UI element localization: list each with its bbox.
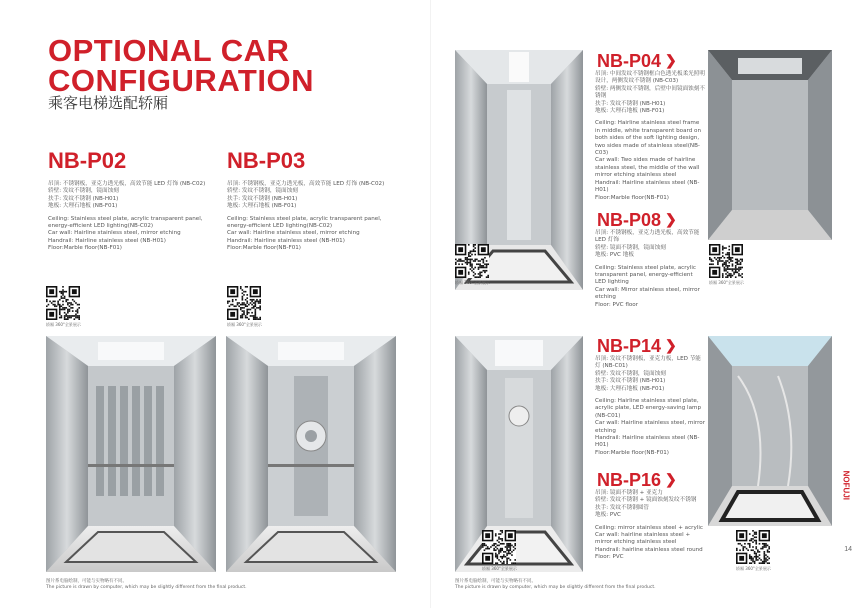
- spec-p04: [595, 71, 705, 202]
- spec-line: Handrail: Hairline stainless steel (NB-H01): [595, 179, 700, 194]
- spec-line: Car wall: Hairline stainless steel, mirror etching: [595, 420, 705, 434]
- spec-line: Car wall: Two sides made of hairline stainless steel, the middle of the wall mirror etching stainless steel: [595, 157, 700, 179]
- spec-line: Ceiling: Hairline stainless steel plate, acrylic plate, LED energy-saving lamp (NB-C01): [595, 398, 702, 419]
- spec-line: Handrail: Hairline stainless steel (NB-H01): [227, 237, 345, 244]
- page-divider: [430, 0, 431, 608]
- spec-line: 轿壁: 发纹不锈钢，镜面蚀刻: [227, 188, 298, 195]
- spec-line: Ceiling: Stainless steel plate, acrylic transparent panel, energy-efficient LED lighting: [595, 264, 696, 286]
- cabin-image-p03: [226, 336, 396, 572]
- brand-logo: NOFUJI: [841, 470, 850, 500]
- footnote-en: The picture is drawn by computer, which may be slightly different from the final product.: [46, 585, 247, 590]
- spec-line: Floor: PVC: [595, 554, 624, 561]
- spec-line: Car wall: Hairline stainless steel, mirror etching: [227, 230, 360, 237]
- spec-line: 地板: 大理石地板 (NB-F01): [595, 385, 665, 392]
- spec-p03: [227, 181, 397, 253]
- spec-p02: [48, 181, 218, 253]
- qr-code-icon: [482, 530, 516, 564]
- model-name: NB-P08: [597, 210, 662, 230]
- spec-line: Ceiling: Stainless steel plate, acrylic transparent panel, energy-efficient LED lighting(NB-C02): [48, 215, 203, 230]
- footnote-left: [46, 579, 247, 591]
- spec-line: 地板: PVC 地板: [595, 252, 634, 259]
- spec-line: 扶手: 发纹不锈钢 (NB-H01): [595, 378, 666, 385]
- qr-code-icon: [709, 244, 743, 278]
- model-name: NB-P04: [597, 51, 662, 71]
- chevron-right-icon: ❯: [665, 211, 677, 227]
- model-title-p04: [597, 51, 677, 72]
- spec-line: Floor: PVC floor: [595, 301, 639, 308]
- spec-line: Car wall: Mirror stainless steel, mirror etching: [595, 286, 700, 301]
- spec-line: 吊顶: 镜面不锈钢 + 亚克力: [595, 490, 663, 496]
- page-subtitle: 乘客电梯选配轿厢: [48, 94, 169, 112]
- qr-caption-p04: 轿厢 360°全景展示: [455, 280, 490, 285]
- model-title-p16: [597, 470, 677, 491]
- footnote-cn: 图片系电脑绘制，可能与实物略有不同。: [46, 579, 127, 584]
- spec-line: 扶手: 发纹不锈钢 (NB-H01): [48, 195, 119, 202]
- spec-line: Ceiling: Stainless steel plate, acrylic transparent panel, energy-efficient LED lighting(NB-C02): [227, 215, 382, 230]
- cabin-image-p16: [708, 336, 832, 526]
- spec-line: Floor:Marble floor(NB-F01): [595, 449, 669, 456]
- qr-code-icon: [46, 286, 80, 320]
- spec-line: 吊顶: 发纹不锈钢板，亚克力板，LED 节能灯 (NB-C01): [595, 356, 701, 370]
- spec-p14: [595, 356, 705, 457]
- spec-line: 轿壁: 发纹不锈钢 + 镜面蚀刻发纹不锈钢: [595, 497, 697, 504]
- qr-code-p08[interactable]: [709, 244, 743, 278]
- spec-line: Floor:Marble floor(NB-F01): [48, 245, 122, 252]
- spec-line: Handrail: Hairline stainless steel (NB-H01): [48, 237, 166, 244]
- spec-line: 扶手: 发纹不锈钢圆管: [595, 504, 650, 511]
- qr-code-icon: [227, 286, 261, 320]
- spec-line: Ceiling: Hairline stainless steel frame in middle, white transparent board on both sides of the soft lighting design, two sides made of stainless steel(NB-C03): [595, 120, 702, 157]
- spec-line: 吊顶: 中间发纹不锈钢框白色透光板柔光照明设计，两侧发纹不锈钢 (NB-C03): [595, 71, 705, 85]
- spec-line: Handrail: Hairline stainless steel (NB-H01): [595, 435, 700, 449]
- qr-code-p14[interactable]: [482, 530, 516, 564]
- spec-line: 地板: 大理石地板 (NB-F01): [227, 203, 297, 210]
- cabin-image-p14: [455, 336, 583, 572]
- page-title: [48, 33, 314, 98]
- qr-code-icon: [455, 244, 489, 278]
- model-title-p02: NB-P02: [48, 148, 127, 173]
- qr-code-p03[interactable]: [227, 286, 261, 320]
- qr-caption-p16: 轿厢 360°全景展示: [736, 566, 771, 571]
- qr-caption-p14: 轿厢 360°全景展示: [482, 566, 517, 571]
- spec-line: Car wall: Hairline stainless steel, mirror etching: [48, 230, 181, 237]
- cabin-image-p08: [708, 50, 832, 240]
- spec-line: 地板: 大理石地板 (NB-F01): [48, 203, 118, 210]
- spec-line: 扶手: 发纹不锈钢 (NB-H01): [227, 195, 298, 202]
- spec-line: 轿壁: 镜面不锈钢，镜面蚀刻: [595, 244, 666, 251]
- cabin-image-p02: [46, 336, 216, 572]
- spec-line: 轿壁: 发纹不锈钢，镜面蚀刻: [595, 370, 666, 377]
- qr-code-icon: [736, 530, 770, 564]
- spec-line: Floor:Marble floor(NB-F01): [595, 194, 669, 201]
- footnote-right: [455, 579, 656, 591]
- model-name: NB-P16: [597, 470, 662, 490]
- footnote-cn: 图片系电脑绘制，可能与实物略有不同。: [455, 579, 536, 584]
- chevron-right-icon: ❯: [665, 337, 677, 353]
- spec-line: Handrail: hairline stainless steel round: [595, 546, 703, 553]
- spec-line: 吊顶: 不锈钢板，亚克力透光板，高效节能 LED 灯饰 (NB-C02): [227, 181, 385, 187]
- qr-code-p02[interactable]: [46, 286, 80, 320]
- qr-code-p04[interactable]: [455, 244, 489, 278]
- spec-line: Car wall: hairline stainless steel + mirror etching stainless steel: [595, 532, 691, 546]
- spec-line: Ceiling: mirror stainless steel + acrylic: [595, 524, 703, 531]
- spec-p08: [595, 230, 705, 309]
- spec-line: 地板: PVC: [595, 512, 621, 519]
- chevron-right-icon: ❯: [665, 52, 677, 68]
- qr-caption-p03: 轿厢 360°全景展示: [227, 322, 262, 327]
- page-number: 14: [844, 546, 852, 553]
- spec-line: 轿壁: 发纹不锈钢，镜面蚀刻: [48, 188, 119, 195]
- spec-line: 吊顶: 不锈钢板，亚克力透光板，高效节能 LED 灯饰: [595, 230, 700, 244]
- spec-line: 扶手: 发纹不锈钢 (NB-H01): [595, 100, 666, 107]
- spec-line: 地板: 大理石地板 (NB-F01): [595, 108, 665, 115]
- qr-caption-p08: 轿厢 360°全景展示: [709, 280, 744, 285]
- footnote-en: The picture is drawn by computer, which may be slightly different from the final product.: [455, 585, 656, 590]
- model-name: NB-P14: [597, 336, 662, 356]
- spec-line: 轿壁: 两侧发纹不锈钢，后壁中间镜面蚀刻不锈钢: [595, 85, 705, 100]
- model-title-p03: NB-P03: [227, 148, 306, 173]
- spec-line: 吊顶: 不锈钢板，亚克力透光板，高效节能 LED 灯饰 (NB-C02): [48, 181, 206, 187]
- spec-p16: [595, 490, 705, 562]
- title-line-2: CONFIGURATION: [48, 63, 314, 98]
- model-title-p08: [597, 210, 677, 231]
- qr-code-p16[interactable]: [736, 530, 770, 564]
- chevron-right-icon: ❯: [665, 471, 677, 487]
- model-title-p14: [597, 336, 677, 357]
- qr-caption-p02: 轿厢 360°全景展示: [46, 322, 81, 327]
- spec-line: Floor:Marble floor(NB-F01): [227, 245, 301, 252]
- title-line-1: OPTIONAL CAR: [48, 33, 290, 68]
